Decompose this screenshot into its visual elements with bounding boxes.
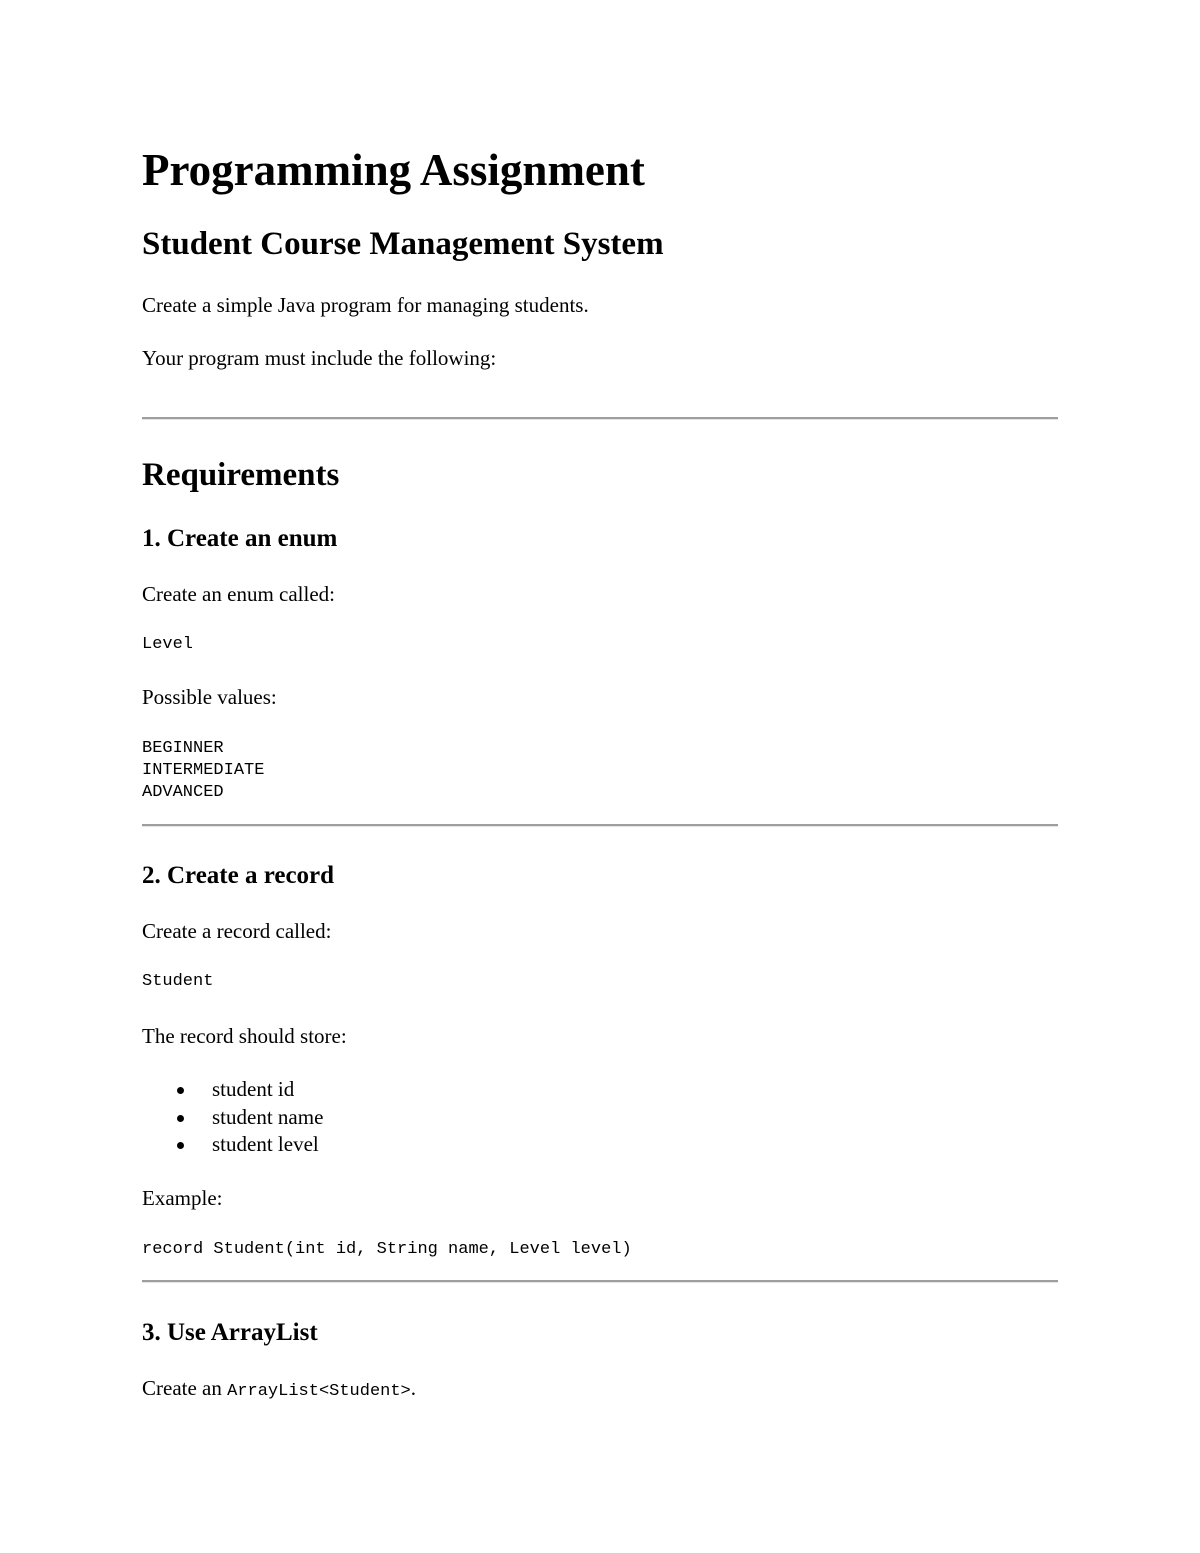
- section-3-text-suffix: .: [410, 1376, 417, 1400]
- bullet-icon: [177, 1142, 184, 1149]
- enum-value: ADVANCED: [142, 783, 224, 802]
- section-3-inline-code: ArrayList<Student>: [227, 1382, 411, 1401]
- section-2-heading: 2. Create a record: [142, 862, 335, 889]
- section-2-store-label: The record should store:: [142, 1024, 347, 1048]
- page-title: Programming Assignment: [142, 145, 645, 195]
- bullet-icon: [177, 1115, 184, 1122]
- horizontal-rule: [142, 824, 1058, 827]
- horizontal-rule: [142, 417, 1058, 420]
- section-3-text: [142, 1375, 416, 1405]
- record-fields-list: [142, 1076, 323, 1159]
- list-item: [142, 1104, 323, 1132]
- horizontal-rule: [142, 1280, 1058, 1283]
- bullet-icon: [177, 1087, 184, 1094]
- list-item-text: student id: [212, 1077, 295, 1101]
- enum-value: BEGINNER: [142, 739, 224, 758]
- section-2-example-label: Example:: [142, 1186, 223, 1210]
- list-item-text: student name: [212, 1104, 324, 1129]
- enum-value: INTERMEDIATE: [142, 761, 265, 780]
- requirements-heading: Requirements: [142, 457, 340, 493]
- page-subtitle: Student Course Management System: [142, 226, 664, 262]
- section-1-heading: 1. Create an enum: [142, 525, 338, 552]
- section-3-text-prefix: Create an: [142, 1376, 228, 1400]
- section-1-code: Level: [142, 635, 194, 654]
- section-2-text: Create a record called:: [142, 919, 332, 943]
- section-3-heading: 3. Use ArrayList: [142, 1319, 318, 1346]
- list-item-text: student level: [212, 1132, 319, 1156]
- section-1-text: Create an enum called:: [142, 582, 335, 606]
- intro-paragraph-1: Create a simple Java program for managing students.: [142, 293, 589, 317]
- intro-paragraph-2: Your program must include the following:: [142, 346, 497, 370]
- section-2-example-code: record Student(int id, String name, Level level): [142, 1240, 632, 1259]
- list-item: [142, 1076, 323, 1104]
- section-2-code: Student: [142, 972, 214, 991]
- list-item: [142, 1131, 323, 1159]
- section-1-values-label: Possible values:: [142, 685, 277, 709]
